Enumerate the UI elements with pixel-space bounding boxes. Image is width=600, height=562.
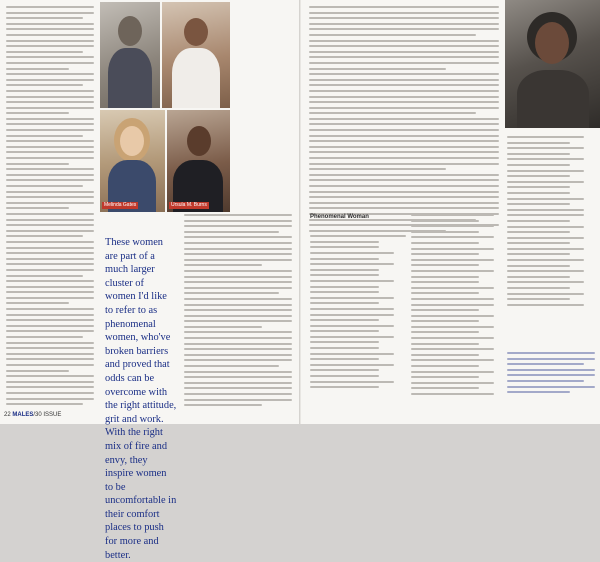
- magazine-name: MALES: [12, 412, 34, 418]
- left-page: [0, 0, 300, 561]
- portrait-body: [517, 70, 589, 128]
- portrait-body: [172, 48, 220, 108]
- portrait-head: [187, 126, 211, 156]
- photo-melinda-gates: [100, 110, 165, 212]
- photo-woman-2: [162, 2, 230, 108]
- pull-quote: These women are part of a much larger cluster of women I'd like to refer to as phenomenal women, who've broken barriers and proved that odds can be overcome with the right attitude, grit and work. With the right mix of fire and envy, they inspire women to be uncomfortable in their comfort places to push for more and better.: [105, 237, 177, 561]
- author-note: [507, 352, 595, 408]
- photo-portrait-right: [505, 0, 600, 128]
- left-column-text: [6, 6, 94, 409]
- photo-woman-1: [100, 2, 160, 108]
- photo-caption: Melinda Gates: [104, 202, 137, 208]
- right-top-text: [309, 6, 499, 235]
- photo-caption: Ursula M. Burns: [171, 202, 207, 208]
- issue-label: /30 ISSUE: [33, 412, 62, 418]
- poem-title: Phenomenal Woman: [310, 214, 369, 220]
- page-footer: [4, 412, 61, 418]
- poem-column-2: [411, 214, 505, 399]
- photo-ursula-burns: [167, 110, 230, 212]
- portrait-head: [118, 16, 142, 46]
- poem-column-3: [507, 136, 595, 309]
- poem-column-1: [310, 224, 406, 392]
- page-number: 22: [4, 412, 11, 418]
- middle-column-text: [184, 214, 292, 410]
- portrait-head: [120, 126, 144, 156]
- portrait-head: [184, 18, 208, 46]
- portrait-body: [108, 48, 152, 108]
- right-page: [301, 0, 600, 424]
- portrait-head: [535, 22, 569, 64]
